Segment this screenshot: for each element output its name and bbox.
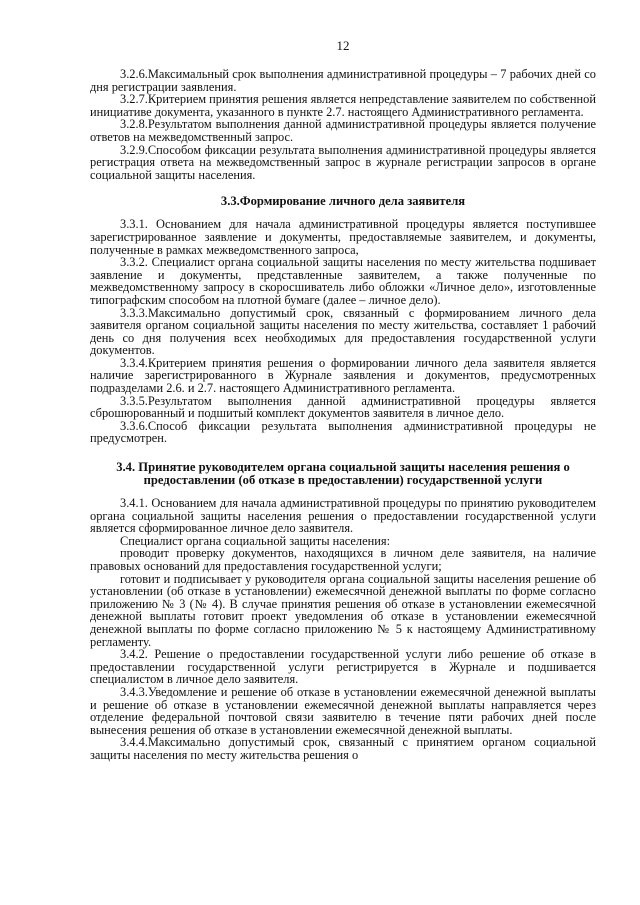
- paragraph-3-2-9: 3.2.9.Способом фиксации результата выполнения административной процедуры является регистрация ответа на межведомственный запрос в журнале регистрации запросов в органе социальной защиты населения.: [90, 142, 596, 182]
- paragraph-3-4-1: 3.4.1. Основанием для начала административной процедуры по принятию руководителем органа социальной защиты населения решения о предоставлении государственной услуги является сформированное личное дело заявителя.: [90, 496, 596, 536]
- paragraph-3-3-1: 3.3.1. Основанием для начала административной процедуры является поступившее зарегистрированное заявление и документы, предоставляемые заявителем, и документы, полученные в рамках межведомственного запроса,: [90, 217, 596, 257]
- paragraph-3-2-8: 3.2.8.Результатом выполнения данной административной процедуры является получение ответов на межведомственный запрос.: [90, 117, 596, 144]
- paragraph-3-2-7: 3.2.7.Критерием принятия решения является непредставление заявителем по собственной инициативе документа, указанного в пункте 2.7. настоящего Административного регламента.: [90, 92, 596, 119]
- paragraph-3-2-6: 3.2.6.Максимальный срок выполнения административной процедуры – 7 рабочих дней со дня регистрации заявления.: [90, 67, 596, 94]
- paragraph-3-3-5: 3.3.5.Результатом выполнения данной административной процедуры является сброшюрованный и подшитый комплект документов заявителя в личное дело.: [90, 393, 596, 421]
- paragraph-3-3-3: 3.3.3.Максимально допустимый срок, связанный с формированием личного дела заявителя органом социальной защиты населения по месту жительства, составляет 1 рабочий день со дня получения всех необходимых для предоставления государственной услуги документов.: [90, 305, 596, 358]
- section-heading-3-3: 3.3.Формирование личного дела заявителя: [220, 194, 466, 209]
- paragraph-3-4-3: 3.4.3.Уведомление и решение об отказе в установлении ежемесячной денежной выплаты и решение об отказе в установлении ежемесячной денежной выплаты направляется через отделение федеральной почтовой связи заявителю в течение пяти рабочих дней после вынесения решения об отказе в установлении ежемесячной денежной выплаты.: [90, 684, 596, 737]
- paragraph-3-4-4: 3.4.4.Максимально допустимый срок, связанный с принятием органом социальной защиты населения по месту жительства решения о: [90, 735, 596, 762]
- section-heading-3-4: 3.4. Принятие руководителем органа социальной защиты населения решения о предоставлении (об отказе в предоставлении) государственной услуги: [116, 460, 570, 488]
- paragraph-3-3-4: 3.3.4.Критерием принятия решения о формировании личного дела заявителя является наличие зарегистрированного в Журнале заявления и документов, предусмотренных подразделами 2.6. и 2.7. настоящего Административного регламента.: [90, 355, 596, 396]
- page-number: 12: [336, 38, 350, 53]
- paragraph-check-documents: проводит проверку документов, находящихся в личном деле заявителя, на наличие правовых оснований для предоставления государственной услуги;: [90, 546, 596, 573]
- paragraph-3-3-2: 3.3.2. Специалист органа социальной защиты населения по месту жительства подшивает заявление и документы, представленные заявителем, а также полученные по межведомственному запросу в скоросшиватель либо обложки «Личное дело», изготовленные типографским способом на плотной бумаге (далее – личное дело).: [90, 255, 596, 307]
- paragraph-specialist-intro: Специалист органа социальной защиты населения:: [120, 533, 391, 548]
- paragraph-3-3-6: 3.3.6.Способ фиксации результата выполнения административной процедуры не предусмотрен.: [90, 418, 596, 446]
- paragraph-prepare-decision: готовит и подписывает у руководителя органа социальной защиты населения решение об установлении (об отказе в установлении) ежемесячной денежной выплаты по форме согласно приложению № 3 (№ 4). В случае принятия решения об отказе в установлении ежемесячной денежной выплаты готовит проект уведомления об отказе в установлении ежемесячной денежной выплаты по форме согласно приложению № 5 к настоящему Административному регламенту.: [90, 571, 596, 649]
- paragraph-3-4-2: 3.4.2. Решение о предоставлении государственной услуги либо решение об отказе в предоставлении государственной услуги регистрируется в Журнале и подшивается специалистом в личное дело заявителя.: [90, 647, 596, 687]
